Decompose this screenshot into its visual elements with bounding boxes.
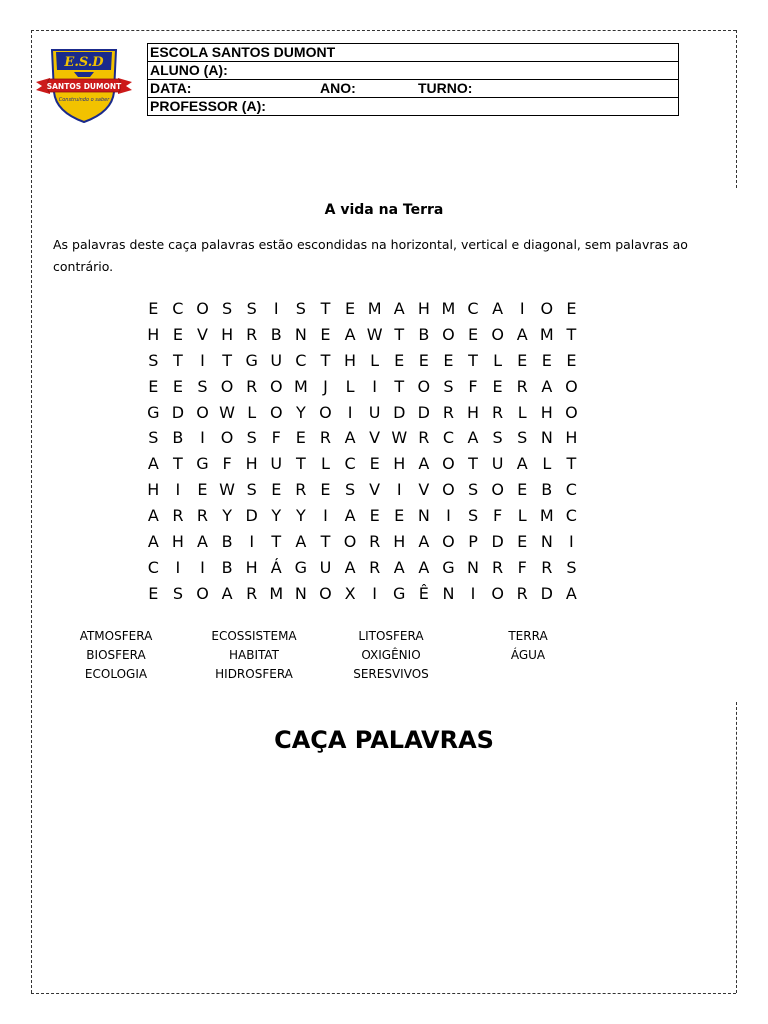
grid-letter[interactable]: D — [245, 506, 258, 526]
grid-letter[interactable]: R — [492, 557, 504, 577]
grid-letter[interactable]: Y — [295, 402, 306, 422]
grid-letter[interactable]: T — [173, 454, 183, 474]
grid-letter[interactable]: H — [565, 428, 578, 448]
grid-letter[interactable]: O — [196, 402, 209, 422]
grid-letter[interactable]: C — [172, 299, 184, 318]
page-border-top — [31, 30, 736, 31]
grid-letter[interactable]: W — [219, 402, 235, 422]
grid-letter[interactable]: N — [417, 506, 430, 526]
grid-letter[interactable]: Ê — [418, 583, 429, 603]
grid-letter[interactable]: N — [540, 532, 553, 552]
teacher-field[interactable] — [148, 98, 679, 116]
grid-letter[interactable]: E — [443, 350, 454, 370]
grid-letter[interactable]: I — [372, 376, 377, 396]
grid-row — [141, 322, 584, 348]
date-label: DATA: — [150, 80, 192, 96]
grid-letter[interactable]: U — [491, 454, 504, 474]
date-row[interactable] — [148, 80, 679, 98]
instructions: As palavras deste caça palavras estão escondidas na horizontal, vertical e diagonal, sem palavras ao contrário. — [53, 237, 688, 274]
grid-letter[interactable]: E — [369, 454, 380, 474]
grid-letter[interactable]: M — [539, 324, 554, 344]
grid-letter[interactable]: T — [394, 376, 405, 396]
grid-letter[interactable]: H — [344, 350, 357, 370]
grid-row — [141, 555, 584, 581]
grid-letter[interactable]: N — [467, 557, 479, 577]
grid-letter[interactable]: E — [566, 350, 577, 370]
grid-letter[interactable]: Y — [295, 506, 306, 526]
grid-letter[interactable]: A — [418, 454, 430, 474]
grid-letter[interactable]: W — [366, 324, 383, 344]
grid-letter[interactable]: S — [492, 428, 503, 448]
grid-letter[interactable]: O — [491, 583, 504, 603]
grid-letter[interactable]: I — [323, 506, 328, 526]
grid-row — [141, 374, 584, 400]
grid-letter[interactable]: H — [221, 324, 234, 344]
grid-letter[interactable]: A — [344, 324, 356, 344]
grid-letter[interactable]: T — [394, 324, 405, 344]
grid-letter[interactable]: T — [222, 350, 232, 370]
grid-letter[interactable]: I — [175, 557, 181, 577]
grid-letter[interactable]: E — [271, 480, 282, 500]
grid-letter[interactable]: U — [319, 557, 332, 577]
grid-letter[interactable]: F — [222, 454, 232, 474]
grid-letter[interactable]: E — [517, 350, 528, 370]
grid-letter[interactable]: E — [148, 299, 159, 318]
grid-letter[interactable]: M — [269, 583, 284, 603]
grid-letter[interactable]: I — [519, 299, 525, 318]
grid-letter[interactable]: D — [171, 402, 185, 422]
grid-letter[interactable]: R — [442, 402, 454, 422]
school-name: ESCOLA SANTOS DUMONT — [148, 44, 679, 62]
page-border-left — [31, 30, 32, 993]
grid-letter[interactable]: R — [516, 583, 528, 603]
word-search-grid[interactable] — [141, 296, 584, 607]
grid-row — [141, 451, 584, 477]
grid-letter[interactable]: O — [319, 402, 332, 422]
grid-letter[interactable]: Y — [271, 506, 282, 526]
grid-letter[interactable]: R — [492, 402, 504, 422]
grid-letter[interactable]: G — [294, 557, 308, 577]
grid-letter[interactable]: E — [418, 350, 429, 370]
grid-letter[interactable]: E — [517, 480, 528, 500]
grid-letter[interactable]: O — [319, 583, 332, 603]
grid-letter[interactable]: E — [320, 480, 331, 500]
grid-row — [141, 581, 584, 607]
grid-letter[interactable]: N — [442, 583, 455, 603]
grid-letter[interactable]: S — [467, 506, 479, 526]
grid-letter[interactable]: R — [516, 376, 528, 396]
grid-letter[interactable]: R — [196, 506, 209, 526]
grid-letter[interactable]: C — [467, 299, 479, 318]
page-border-right-upper — [736, 30, 737, 188]
grid-letter[interactable]: S — [197, 376, 208, 396]
grid-letter[interactable]: G — [147, 402, 160, 422]
grid-letter[interactable]: S — [443, 376, 454, 396]
grid-letter[interactable]: S — [246, 428, 257, 448]
grid-letter[interactable]: B — [172, 428, 184, 448]
grid-letter[interactable]: A — [541, 376, 553, 396]
word-item: HIDROSFERA — [215, 667, 293, 681]
grid-letter[interactable]: O — [269, 402, 283, 422]
grid-row — [141, 296, 584, 322]
grid-letter[interactable]: M — [441, 299, 456, 318]
grid-letter[interactable]: E — [172, 324, 183, 344]
grid-letter[interactable]: L — [345, 376, 355, 396]
grid-letter[interactable]: E — [344, 299, 356, 318]
grid-letter[interactable]: L — [320, 454, 330, 474]
grid-letter[interactable]: N — [540, 428, 553, 448]
grid-row — [141, 400, 584, 426]
grid-letter[interactable]: E — [394, 506, 405, 526]
word-item: BIOSFERA — [86, 648, 146, 662]
grid-letter[interactable]: L — [542, 454, 552, 474]
grid-letter[interactable]: I — [200, 350, 205, 370]
grid-letter[interactable]: R — [246, 376, 258, 396]
grid-letter[interactable]: H — [417, 299, 430, 318]
grid-letter[interactable]: M — [293, 376, 308, 396]
grid-letter[interactable]: V — [197, 324, 208, 344]
word-item: TERRA — [508, 629, 548, 643]
grid-letter[interactable]: R — [541, 557, 553, 577]
year-label: ANO: — [320, 80, 356, 96]
grid-letter[interactable]: V — [369, 428, 381, 448]
grid-letter[interactable]: O — [491, 480, 504, 500]
grid-letter[interactable]: E — [517, 532, 528, 552]
grid-letter[interactable]: I — [200, 428, 205, 448]
grid-letter[interactable]: X — [344, 583, 356, 603]
grid-letter[interactable]: O — [343, 532, 357, 552]
grid-row — [141, 503, 584, 529]
grid-letter[interactable]: T — [320, 350, 331, 370]
grid-letter[interactable]: A — [221, 583, 233, 603]
logo-initials: E.S.D — [64, 55, 104, 70]
grid-letter[interactable]: O — [269, 376, 283, 396]
grid-letter[interactable]: T — [320, 299, 331, 318]
grid-letter[interactable]: G — [442, 557, 455, 577]
grid-letter[interactable]: J — [323, 376, 328, 396]
worksheet-title: A vida na Terra — [324, 202, 444, 218]
grid-letter[interactable]: R — [295, 480, 307, 500]
grid-letter[interactable]: M — [367, 299, 382, 318]
grid-letter[interactable]: R — [319, 428, 332, 448]
grid-letter[interactable]: H — [245, 557, 258, 577]
grid-letter[interactable]: L — [517, 506, 527, 526]
grid-letter[interactable]: A — [147, 532, 159, 552]
word-item: ATMOSFERA — [79, 629, 153, 643]
grid-letter[interactable]: A — [418, 532, 430, 552]
grid-letter[interactable]: V — [369, 480, 381, 500]
grid-letter[interactable]: P — [468, 532, 478, 552]
grid-letter[interactable]: S — [295, 299, 306, 318]
grid-letter[interactable]: T — [271, 532, 282, 552]
grid-letter[interactable]: D — [540, 583, 553, 603]
grid-letter[interactable]: A — [565, 583, 577, 603]
grid-letter[interactable]: D — [393, 402, 406, 422]
grid-letter[interactable]: A — [295, 532, 307, 552]
grid-letter[interactable]: A — [393, 557, 405, 577]
grid-letter[interactable]: A — [344, 428, 356, 448]
page-border-bottom — [31, 993, 736, 994]
grid-letter[interactable]: R — [418, 428, 430, 448]
grid-letter[interactable]: T — [320, 532, 331, 552]
grid-letter[interactable]: F — [468, 376, 478, 396]
school-logo — [34, 44, 134, 124]
grid-letter[interactable]: E — [295, 428, 306, 448]
grid-letter[interactable]: A — [418, 557, 430, 577]
grid-letter[interactable]: O — [442, 454, 455, 474]
grid-letter[interactable]: R — [246, 324, 258, 344]
word-item: ECOSSISTEMA — [211, 629, 297, 643]
grid-letter[interactable]: B — [221, 532, 233, 552]
grid-letter[interactable]: I — [446, 506, 451, 526]
grid-letter[interactable]: S — [222, 299, 233, 318]
grid-letter[interactable]: D — [491, 532, 504, 552]
student-label: ALUNO (A): — [150, 62, 228, 78]
grid-letter[interactable]: O — [565, 376, 578, 396]
grid-letter[interactable]: O — [220, 428, 234, 448]
grid-letter[interactable]: O — [442, 324, 455, 344]
grid-letter[interactable]: D — [417, 402, 430, 422]
grid-letter[interactable]: E — [566, 299, 577, 318]
grid-letter[interactable]: S — [467, 480, 479, 500]
grid-letter[interactable]: H — [393, 454, 406, 474]
grid-letter[interactable]: H — [245, 454, 258, 474]
grid-letter[interactable]: E — [320, 324, 331, 344]
grid-letter[interactable]: L — [493, 350, 503, 370]
grid-letter[interactable]: E — [197, 480, 208, 500]
grid-letter[interactable]: A — [344, 506, 356, 526]
word-item: ECOLOGIA — [84, 667, 148, 681]
grid-letter[interactable]: I — [470, 583, 476, 603]
grid-letter[interactable]: I — [569, 532, 574, 552]
grid-letter[interactable]: R — [246, 583, 258, 603]
grid-letter[interactable]: A — [516, 454, 528, 474]
teacher-label: PROFESSOR (A): — [150, 98, 266, 114]
grid-letter[interactable]: O — [220, 376, 234, 396]
page-title: CAÇA PALAVRAS — [274, 726, 494, 754]
grid-letter[interactable]: O — [196, 299, 209, 318]
grid-letter[interactable]: U — [368, 402, 381, 422]
grid-letter[interactable]: E — [369, 506, 380, 526]
grid-letter[interactable]: I — [372, 583, 377, 603]
grid-letter[interactable]: R — [172, 506, 184, 526]
grid-row — [141, 477, 584, 503]
grid-letter[interactable]: A — [467, 428, 479, 448]
grid-letter[interactable]: F — [517, 557, 527, 577]
word-item: SERESVIVOS — [353, 667, 429, 681]
grid-letter[interactable]: W — [219, 480, 235, 500]
grid-letter[interactable]: U — [270, 350, 283, 370]
grid-letter[interactable]: I — [347, 402, 353, 422]
grid-letter[interactable]: A — [197, 532, 208, 552]
grid-row — [141, 529, 584, 555]
grid-letter[interactable]: L — [370, 350, 380, 370]
grid-letter[interactable]: R — [369, 532, 381, 552]
grid-letter[interactable]: O — [417, 376, 431, 396]
grid-letter[interactable]: C — [344, 454, 356, 474]
grid-letter[interactable]: C — [565, 480, 577, 500]
grid-letter[interactable]: F — [271, 428, 281, 448]
grid-letter[interactable]: O — [442, 480, 455, 500]
grid-letter[interactable]: O — [540, 299, 554, 318]
grid-letter[interactable]: C — [147, 557, 159, 577]
grid-letter[interactable]: E — [541, 350, 552, 370]
grid-letter[interactable]: L — [247, 402, 257, 422]
grid-letter[interactable]: U — [270, 454, 283, 474]
grid-letter[interactable]: T — [173, 350, 183, 370]
grid-letter[interactable]: H — [467, 402, 480, 422]
grid-letter[interactable]: E — [172, 376, 183, 396]
grid-letter[interactable]: B — [418, 324, 430, 344]
grid-letter[interactable]: M — [539, 506, 554, 526]
grid-letter[interactable]: T — [566, 324, 577, 344]
grid-letter[interactable]: T — [468, 454, 478, 474]
grid-letter[interactable]: Y — [222, 506, 232, 526]
grid-letter[interactable]: L — [517, 402, 527, 422]
grid-letter[interactable]: H — [147, 480, 160, 500]
grid-letter[interactable]: I — [175, 480, 181, 500]
grid-letter[interactable]: G — [393, 583, 406, 603]
grid-letter[interactable]: O — [442, 532, 455, 552]
grid-letter[interactable]: A — [492, 299, 504, 318]
grid-letter[interactable]: H — [147, 324, 160, 344]
grid-letter[interactable]: S — [172, 583, 183, 603]
grid-letter[interactable]: B — [270, 324, 282, 344]
grid-letter[interactable]: E — [148, 583, 159, 603]
grid-letter[interactable]: S — [148, 350, 159, 370]
grid-letter[interactable]: B — [221, 557, 233, 577]
grid-letter[interactable]: H — [393, 532, 406, 552]
grid-letter[interactable]: E — [492, 376, 503, 396]
grid-letter[interactable]: Á — [270, 557, 282, 577]
logo-motto: Construindo o saber — [58, 97, 110, 103]
grid-letter[interactable]: H — [540, 402, 553, 422]
grid-letter[interactable]: S — [517, 428, 528, 448]
grid-letter[interactable]: O — [491, 324, 504, 344]
word-item: ÁGUA — [510, 648, 546, 662]
grid-letter[interactable]: V — [418, 480, 430, 500]
grid-letter[interactable]: A — [344, 557, 356, 577]
header-table — [147, 43, 679, 116]
grid-letter[interactable]: C — [295, 350, 307, 370]
grid-letter[interactable]: H — [171, 532, 184, 552]
grid-letter[interactable]: E — [467, 324, 479, 344]
grid-letter[interactable]: A — [516, 324, 528, 344]
grid-letter[interactable]: R — [369, 557, 381, 577]
grid-letter[interactable]: O — [565, 402, 578, 422]
shift-label: TURNO: — [418, 80, 473, 96]
grid-letter[interactable]: I — [249, 532, 255, 552]
grid-letter[interactable]: B — [541, 480, 553, 500]
grid-letter[interactable]: I — [200, 557, 205, 577]
logo-banner: SANTOS DUMONT — [46, 82, 122, 91]
word-item: OXIGÊNIO — [361, 648, 421, 662]
grid-letter[interactable]: T — [468, 350, 478, 370]
grid-letter[interactable]: C — [442, 428, 454, 448]
grid-letter[interactable]: S — [246, 299, 257, 318]
grid-letter[interactable]: S — [344, 480, 356, 500]
grid-letter[interactable]: T — [566, 454, 577, 474]
grid-letter[interactable]: A — [393, 299, 405, 318]
grid-letter[interactable]: T — [295, 454, 306, 474]
grid-letter[interactable]: G — [196, 454, 209, 474]
grid-letter[interactable]: N — [294, 583, 307, 603]
word-item: HABITAT — [228, 648, 279, 662]
grid-letter[interactable]: N — [294, 324, 307, 344]
student-field[interactable] — [148, 62, 679, 80]
grid-letter[interactable]: F — [493, 506, 503, 526]
grid-letter[interactable]: E — [148, 376, 159, 396]
grid-letter[interactable]: I — [396, 480, 402, 500]
grid-letter[interactable]: O — [196, 583, 209, 603]
grid-letter[interactable]: E — [394, 350, 405, 370]
grid-letter[interactable]: S — [148, 428, 159, 448]
grid-row — [141, 348, 584, 374]
grid-letter[interactable]: W — [391, 428, 408, 448]
grid-letter[interactable]: A — [147, 454, 159, 474]
grid-letter[interactable]: A — [147, 506, 159, 526]
word-item: LITOSFERA — [358, 629, 424, 643]
grid-row — [141, 425, 584, 451]
grid-letter[interactable]: I — [273, 299, 279, 318]
grid-letter[interactable]: S — [246, 480, 257, 500]
grid-letter[interactable]: C — [565, 506, 577, 526]
grid-letter[interactable]: G — [245, 350, 258, 370]
grid-letter[interactable]: S — [566, 557, 577, 577]
